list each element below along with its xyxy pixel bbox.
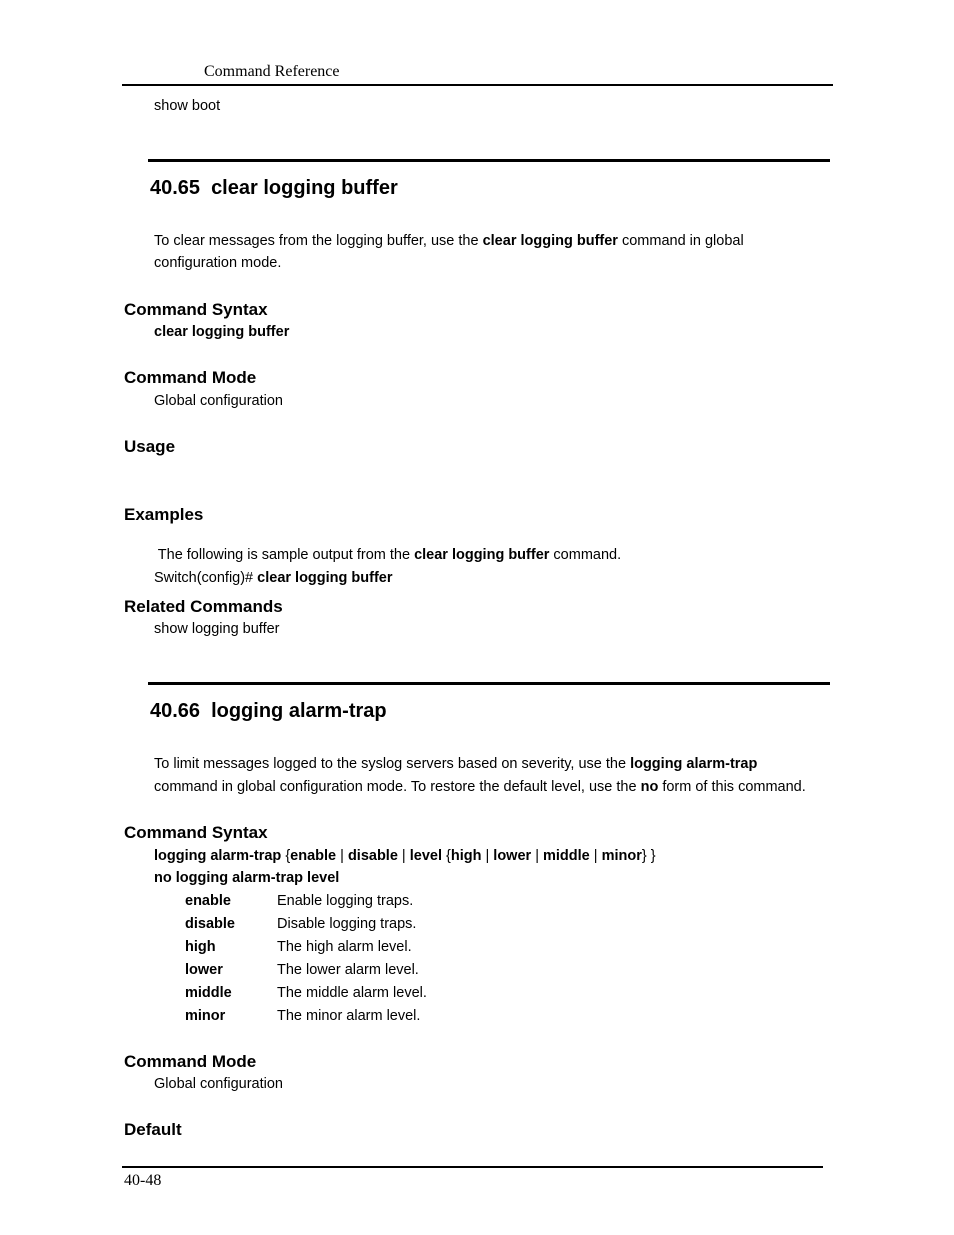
intro-paragraph: To limit messages logged to the syslog servers based on severity, use the logging alarm-trap <box>154 756 758 772</box>
section-number: 40.65 <box>150 177 201 199</box>
subheading-related-commands: Related Commands <box>124 597 283 616</box>
intro-paragraph: To clear messages from the logging buffer, use the clear logging buffer command in global <box>154 233 744 249</box>
inline-keyword: no <box>640 779 659 795</box>
param-name: middle <box>185 985 232 1001</box>
param-desc: The high alarm level. <box>277 939 412 955</box>
running-header: Command Reference <box>204 63 340 80</box>
syntax-command: clear logging buffer <box>154 324 290 340</box>
previous-section-tail: show boot <box>154 98 221 114</box>
inline-command: clear logging buffer <box>482 233 618 249</box>
param-name: minor <box>185 1008 226 1024</box>
subheading-command-mode: Command Mode <box>124 1052 257 1071</box>
param-name: lower <box>185 962 223 978</box>
param-desc: Disable logging traps. <box>277 916 417 932</box>
param-name: high <box>185 939 216 955</box>
footer-rule <box>122 1166 823 1168</box>
subheading-usage: Usage <box>124 437 176 456</box>
section-title: clear logging buffer <box>211 177 398 199</box>
param-name: enable <box>185 893 231 909</box>
example-cli-line: Switch(config)# clear logging buffer <box>154 570 393 586</box>
section-heading <box>150 177 398 200</box>
intro-paragraph-line-2: configuration mode. <box>154 255 282 271</box>
syntax-line-1: logging alarm-trap {enable | disable | level {high | lower | middle | minor} } <box>154 848 656 864</box>
inline-command: clear logging buffer <box>257 570 393 586</box>
command-mode-text: Global configuration <box>154 393 283 409</box>
command-mode-text: Global configuration <box>154 1076 283 1092</box>
section-number: 40.66 <box>150 700 201 722</box>
header-rule <box>122 84 833 86</box>
related-command-link[interactable]: show logging buffer <box>154 621 280 637</box>
inline-command: logging alarm-trap <box>630 756 758 772</box>
subheading-default: Default <box>124 1120 182 1139</box>
syntax-line-2: no logging alarm-trap level <box>154 870 340 886</box>
section-title: logging alarm-trap <box>211 700 387 722</box>
example-description: The following is sample output from the clear logging buffer command. <box>154 547 622 563</box>
subheading-command-mode: Command Mode <box>124 368 257 387</box>
param-desc: The middle alarm level. <box>277 985 427 1001</box>
param-desc: Enable logging traps. <box>277 893 414 909</box>
inline-command: clear logging buffer <box>414 547 550 563</box>
subheading-command-syntax: Command Syntax <box>124 823 268 842</box>
subheading-command-syntax: Command Syntax <box>124 300 268 319</box>
section-heading <box>150 700 387 723</box>
param-desc: The minor alarm level. <box>277 1008 421 1024</box>
page-number: 40-48 <box>124 1172 162 1189</box>
section-rule <box>148 682 830 685</box>
param-name: disable <box>185 916 235 932</box>
subheading-examples: Examples <box>124 505 204 524</box>
section-rule <box>148 159 830 162</box>
intro-paragraph-line-2: command in global configuration mode. To restore the default level, use the no form of this command. <box>154 779 806 795</box>
param-desc: The lower alarm level. <box>277 962 419 978</box>
